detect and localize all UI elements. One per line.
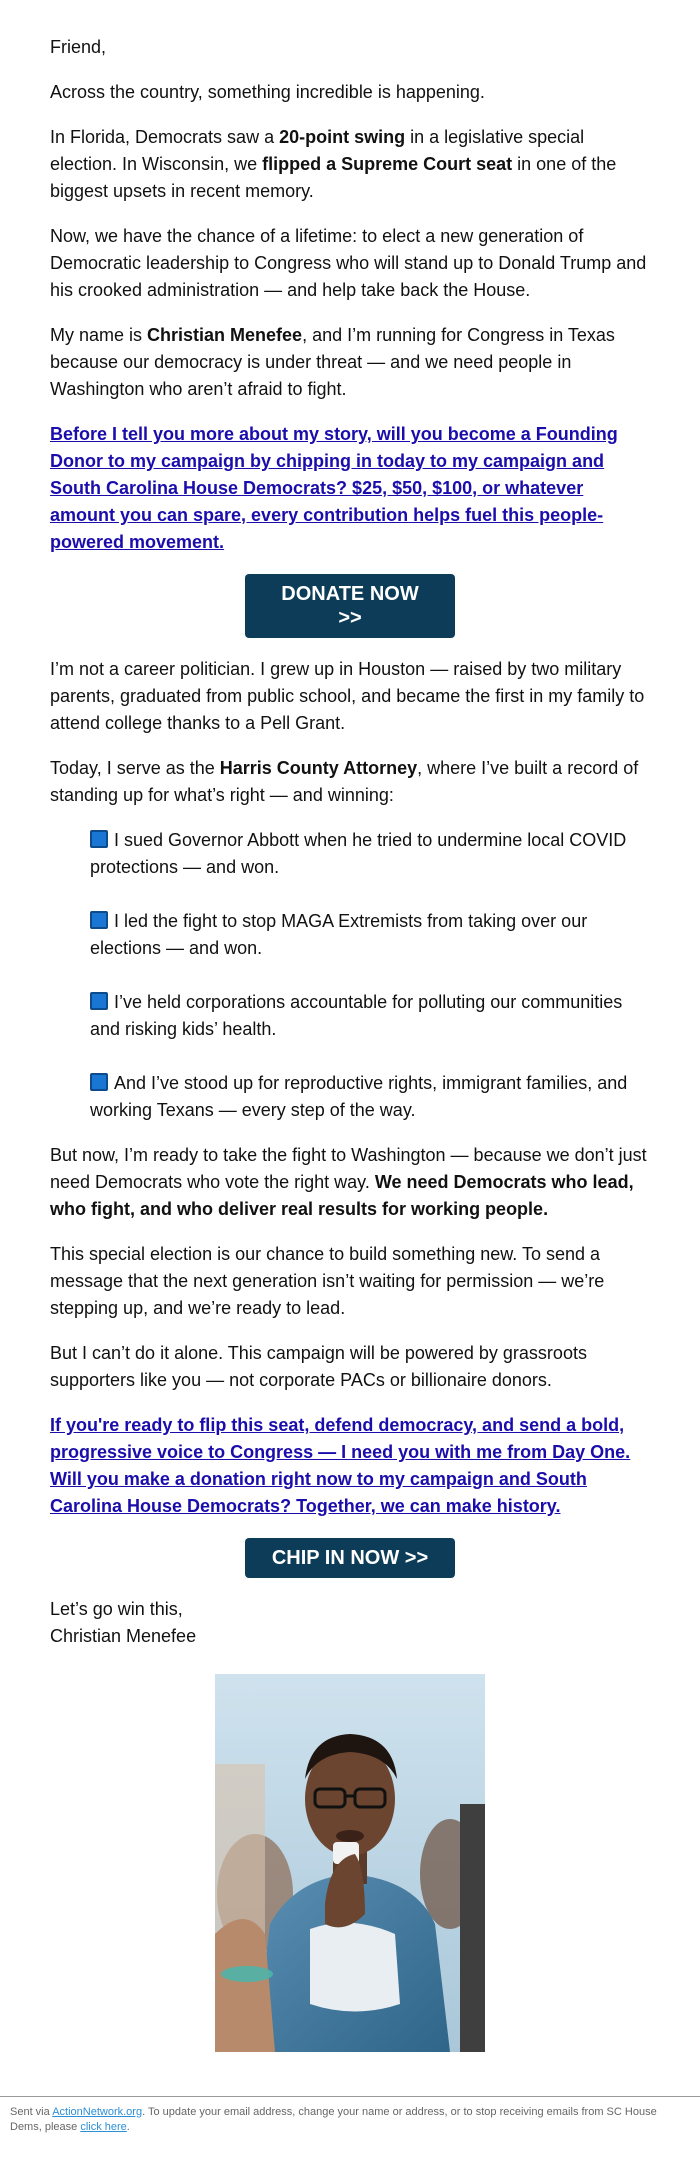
text-span: , and I’m running for Congress in Texas because our democracy is under threat — and we need people in Washington who aren’t afraid to fight. [50, 325, 615, 399]
record-paragraph [50, 755, 650, 809]
signoff-block [50, 1596, 650, 1650]
bold-text: 20-point swing [279, 127, 406, 147]
washington-paragraph [50, 1142, 650, 1223]
bold-text: flipped a Supreme Court seat [262, 154, 513, 174]
special-election-paragraph: This special election is our chance to build something new. To send a message that the next generation isn’t waiting for permission — we’re stepping up, and we’re ready to lead. [50, 1244, 605, 1318]
list-item-text: I’ve held corporations accountable for polluting our communities and risking kids’ health. [90, 992, 623, 1039]
footer-text: . [126, 2121, 130, 2133]
email-footer [10, 2105, 690, 2135]
background-paragraph: I’m not a career politician. I grew up in Houston — raised by two military parents, graduated from public school, and became the first in my family to attend college thanks to a Pell Grant. [50, 659, 645, 733]
text-span: My name is [50, 325, 148, 345]
donate-cta-link[interactable]: Before I tell you more about my story, will you become a Founding Donor to my campaign by chipping in today to my campaign and South Carolina House Democrats? $25, $50, $100, or whatever amount you can spare, every contribution helps fuel this people-powered movement. [50, 424, 618, 552]
text-span: In Florida, Democrats saw a [50, 127, 280, 147]
footer-text: . To update your email address, change your name or address, or to stop receiving emails from SC House Dems, please [10, 2106, 657, 2133]
signoff: Let’s go win this, [50, 1599, 183, 1619]
blue-square-icon [90, 1073, 108, 1091]
footer-text: Sent via [10, 2106, 53, 2118]
greeting: Friend, [50, 37, 107, 57]
email-body [50, 34, 650, 2052]
bold-text: Harris County Attorney [219, 758, 418, 778]
chip-in-now-button[interactable]: CHIP IN NOW >> [245, 1538, 455, 1578]
blue-square-icon [90, 830, 108, 848]
text-span: , where I’ve built a record of standing up for what’s right — and winning: [50, 758, 639, 805]
list-item [90, 827, 650, 881]
donate-cta-paragraph [50, 421, 650, 556]
candidate-photo [215, 1674, 485, 2052]
opportunity-paragraph: Now, we have the chance of a lifetime: to elect a new generation of Democratic leadership to Congress who will stand up to Donald Trump and his crooked administration — and help take back the House. [50, 226, 647, 300]
list-item-text: And I’ve stood up for reproductive rights, immigrant families, and working Texans — every step of the way. [90, 1073, 628, 1120]
list-item-text: I sued Governor Abbott when he tried to undermine local COVID protections — and won. [90, 830, 627, 877]
bold-text: Christian Menefee [147, 325, 303, 345]
list-item [90, 908, 650, 962]
footer-divider [0, 2096, 700, 2097]
bold-text: We need Democrats who lead, who fight, and who deliver real results for working people. [50, 1172, 634, 1219]
actionnetwork-link[interactable]: ActionNetwork.org [52, 2106, 143, 2118]
donate-now-button[interactable]: DONATE NOW >> [245, 574, 455, 638]
signature: Christian Menefee [50, 1626, 197, 1646]
text-span: Today, I serve as the [50, 758, 220, 778]
unsubscribe-link[interactable]: click here [80, 2121, 127, 2133]
blue-square-icon [90, 992, 108, 1010]
list-item [90, 1070, 650, 1124]
text-span: in one of the biggest upsets in recent memory. [50, 154, 617, 201]
wins-paragraph [50, 124, 650, 205]
grassroots-paragraph: But I can’t do it alone. This campaign will be powered by grassroots supporters like you — not corporate PACs or billionaire donors. [50, 1343, 587, 1390]
list-item-text: I led the fight to stop MAGA Extremists from taking over our elections — and won. [90, 911, 588, 958]
list-item [90, 989, 650, 1043]
text-span: in a legislative special election. In Wisconsin, we [50, 127, 585, 174]
chip-in-cta-paragraph [50, 1412, 650, 1520]
accomplishments-list [90, 827, 650, 1124]
chip-in-button-wrap [50, 1538, 650, 1578]
text-span: But now, I’m ready to take the fight to Washington — because we don’t just need Democrats who vote the right way. [50, 1145, 647, 1192]
chip-in-cta-link[interactable]: If you're ready to flip this seat, defend democracy, and send a bold, progressive voice to Congress — I need you with me from Day One. Will you make a donation right now to my campaign and South Carolina House Democrats? Together, we can make history. [50, 1415, 631, 1516]
intro-paragraph: Across the country, something incredible is happening. [50, 82, 485, 102]
introduction-paragraph [50, 322, 650, 403]
blue-square-icon [90, 911, 108, 929]
donate-button-wrap [50, 574, 650, 638]
